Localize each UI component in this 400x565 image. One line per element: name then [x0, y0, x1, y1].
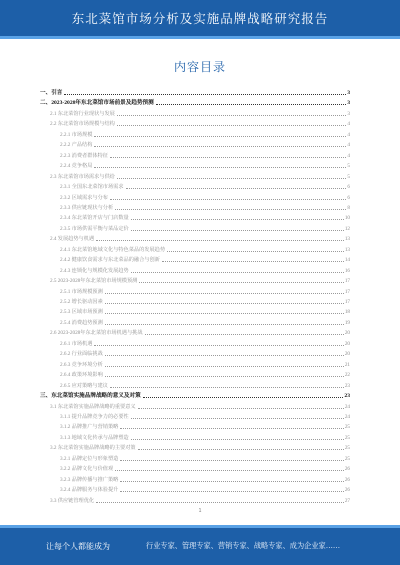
toc-entry-label: 2.6.5 应对策略与建议 [60, 382, 108, 389]
toc-dot-leader [105, 366, 344, 367]
toc-entry-label: 2.5.1 市场规模预测 [60, 288, 103, 295]
toc-dot-leader [145, 334, 344, 335]
toc-subsection-entry[interactable] [60, 473, 350, 483]
toc-entry-page: 24 [344, 413, 350, 420]
toc-entry-page: 25 [344, 455, 350, 462]
toc-entry-label: 3.2.1 品牌定位与形象塑造 [60, 455, 119, 462]
toc-entry-label: 3.3 供应链管理优化 [50, 497, 95, 504]
toc-entry-label: 2.4 发展趋势与机遇 [50, 236, 95, 243]
toc-subsection-entry[interactable] [60, 285, 350, 295]
toc-subsection-entry[interactable] [60, 211, 350, 221]
toc-entry-page: 6 [347, 194, 350, 201]
footer-roles: 行业专家、管理专家、营销专家、战略专家、成为企业家…… [146, 541, 341, 550]
toc-subsection-entry[interactable] [60, 295, 350, 305]
toc-entry-label: 二、2023-2028年东北菜馆市场前景及趋势预测 [40, 100, 154, 107]
toc-entry-page: 4 [347, 152, 350, 159]
toc-subsection-entry[interactable] [60, 368, 350, 378]
toc-dot-leader [120, 460, 343, 461]
toc-entry-page: 3 [347, 90, 350, 96]
toc-subsection-entry[interactable] [60, 337, 350, 347]
toc-entry-label: 三、东北菜馆实施品牌战略的意义及对策 [40, 393, 141, 400]
toc-entry-label: 2.3.4 东北菜馆开店与门店数量 [60, 215, 129, 222]
toc-entry-label: 2.6.3 竞争环境分析 [60, 361, 103, 368]
toc-section-entry[interactable] [50, 170, 350, 180]
toc-entry-label: 3.2.3 品牌传播与推广策略 [60, 476, 119, 483]
toc-entry-label: 2.4.2 健康饮食需求与东北菜品的融合与创新 [60, 257, 160, 264]
toc-entry-page: 25 [344, 434, 350, 441]
toc-entry-page: 27 [344, 497, 350, 504]
toc-entry-label: 2.5.4 消费趋势预测 [60, 319, 103, 326]
toc-section-entry[interactable] [50, 232, 350, 242]
toc-subsection-entry[interactable] [60, 410, 350, 420]
toc-section-entry[interactable] [50, 400, 350, 410]
toc-dot-leader [156, 104, 346, 105]
toc-entry-page: 3 [347, 100, 350, 107]
toc-subsection-entry[interactable] [60, 253, 350, 263]
toc-entry-page: 4 [347, 142, 350, 149]
toc-dot-leader [162, 261, 344, 262]
toc-entry-page: 17 [344, 288, 350, 295]
toc-section-entry[interactable] [50, 494, 350, 504]
toc-subsection-entry[interactable] [60, 431, 350, 441]
toc-dot-leader [94, 345, 343, 346]
toc-dot-leader [105, 293, 344, 294]
toc-dot-leader [105, 313, 344, 314]
toc-dot-leader [117, 115, 347, 116]
toc-entry-label: 2.6.1 市场机遇 [60, 340, 93, 347]
toc-dot-leader [143, 397, 344, 398]
toc-subsection-entry[interactable] [60, 149, 350, 159]
toc-entry-label: 2.3.3 供应链现状与分析 [60, 204, 114, 211]
toc-dot-leader [131, 219, 344, 220]
toc-entry-page: 12 [344, 225, 350, 232]
toc-entry-label: 一、引言 [40, 90, 63, 96]
report-title: 东北菜馆市场分析及实施品牌战略研究报告 [71, 11, 329, 26]
toc-entry-page: 17 [344, 278, 350, 285]
toc-entry-label: 2.1 东北菜馆行业现状与发展 [50, 110, 115, 117]
toc-entry-label: 3.1.1 提升品牌竞争力的必要性 [60, 413, 129, 420]
toc-entry-label: 3.2.2 品牌文化与价值观 [60, 466, 114, 473]
toc-subsection-entry[interactable] [60, 191, 350, 201]
toc-dot-leader [131, 418, 344, 419]
toc-entry-page: 5 [347, 163, 350, 170]
toc-subsection-entry[interactable] [60, 305, 350, 315]
toc-entry-page: 17 [344, 299, 350, 305]
toc-section-entry[interactable] [50, 274, 350, 284]
toc-subsection-entry[interactable] [60, 201, 350, 211]
toc-dot-leader [131, 230, 344, 231]
toc-entry-label: 2.6.2 行业面临挑战 [60, 351, 103, 358]
toc-dot-leader [115, 470, 344, 471]
toc-dot-leader [64, 94, 346, 95]
toc-dot-leader [105, 355, 344, 356]
toc-entry-label: 3.2.4 品牌服务与体验提升 [60, 487, 119, 494]
toc-subsection-entry[interactable] [60, 159, 350, 169]
toc-entry-label: 3.1.2 品牌推广与营销策略 [60, 424, 119, 431]
toc-subsection-entry[interactable] [60, 483, 350, 493]
toc-entry-page: 22 [344, 372, 350, 379]
toc-entry-label: 2.3.5 市场供需平衡与菜品定价 [60, 225, 129, 232]
toc-entry-label: 2.3.2 区域需求与分布 [60, 194, 108, 201]
toc-entry-page: 26 [344, 466, 350, 473]
toc-entry-label: 2.3 东北菜馆市场需求与供给 [50, 173, 115, 180]
toc-entry-page: 13 [344, 246, 350, 253]
toc-entry-label: 2.4.3 连锁化与规模化发展趋势 [60, 267, 129, 274]
toc-entry-page: 26 [344, 487, 350, 494]
toc-dot-leader [94, 146, 346, 147]
toc-subsection-entry[interactable] [60, 452, 350, 462]
toc-entry-label: 3.1.3 地域文化传承与品牌塑造 [60, 434, 129, 441]
toc-entry-page: 6 [347, 184, 350, 191]
toc-dot-leader [138, 408, 344, 409]
toc-dot-leader [139, 282, 343, 283]
toc-dot-leader [94, 136, 346, 137]
toc-subsection-entry[interactable] [60, 379, 350, 389]
toc-entry-page: 20 [344, 340, 350, 347]
footer-slogan: 让每个人都能成为 [46, 542, 110, 551]
toc-entry-label: 2.6.4 政策环境影响 [60, 372, 103, 379]
toc-subsection-entry[interactable] [60, 420, 350, 430]
toc-entry-page: 23 [344, 382, 350, 389]
toc-entry-label: 2.4.1 东北菜馆地域文化与特色菜品的发展趋势 [60, 246, 166, 253]
toc-subsection-entry[interactable] [60, 264, 350, 274]
toc-entry-page: 26 [344, 476, 350, 483]
toc-dot-leader [120, 491, 343, 492]
toc-dot-leader [96, 502, 344, 503]
toc-entry-page: 24 [344, 403, 350, 410]
toc-subsection-entry[interactable] [60, 316, 350, 326]
toc-entry-label: 2.6 2023-2028年东北菜馆市场机遇与挑战 [50, 330, 143, 337]
toc-section-entry[interactable] [50, 441, 350, 451]
toc-entry-label: 2.3.1 全国东北菜馆市场需求 [60, 184, 124, 191]
toc-entry-page: 21 [344, 361, 350, 368]
toc-entry-label: 2.2 东北菜馆市场规模与结构 [50, 121, 115, 128]
toc-dot-leader [110, 199, 346, 200]
toc-entry-page: 4 [347, 131, 350, 138]
toc-chapter-entry[interactable] [40, 96, 350, 106]
toc-entry-page: 5 [347, 173, 350, 180]
toc-entry-label: 2.5 2023-2028年东北菜馆市场规模预测 [50, 278, 138, 285]
toc-entry-label: 3.2 东北菜馆实施品牌战略的主要对策 [50, 445, 136, 452]
toc-chapter-entry[interactable] [40, 389, 350, 399]
toc-entry-page: 25 [344, 445, 350, 452]
toc-dot-leader [126, 188, 347, 189]
toc-entry-label: 3.1 东北菜馆实施品牌战略的重要意义 [50, 403, 136, 410]
toc-entry-page: 3 [347, 110, 350, 117]
toc-section-entry[interactable] [50, 107, 350, 117]
toc-entry-page: 4 [347, 121, 350, 128]
toc-entry-label: 2.2.1 市场规模 [60, 131, 93, 138]
toc-entry-page: 13 [344, 236, 350, 243]
toc-dot-leader [110, 157, 346, 158]
toc-entry-page: 19 [344, 319, 350, 326]
toc-subsection-entry[interactable] [60, 128, 350, 138]
toc-dot-leader [110, 387, 344, 388]
toc-entry-page: 8 [347, 204, 350, 211]
toc-subsection-entry[interactable] [60, 347, 350, 357]
toc-subsection-entry[interactable] [60, 138, 350, 148]
toc-dot-leader [131, 272, 344, 273]
toc-entry-label: 2.5.2 增长驱动因素 [60, 299, 103, 305]
toc-entry-label: 2.2.2 产品结构 [60, 142, 93, 149]
toc-entry-label: 2.2.3 消费者群体特征 [60, 152, 108, 159]
toc-section-entry[interactable] [50, 117, 350, 127]
toc-dot-leader [138, 449, 344, 450]
toc-entry-page: 14 [344, 257, 350, 264]
toc-section-entry[interactable] [50, 326, 350, 336]
toc-entry-page: 20 [344, 351, 350, 358]
toc-subsection-entry[interactable] [60, 358, 350, 368]
toc-subsection-entry[interactable] [60, 462, 350, 472]
toc-subsection-entry[interactable] [60, 243, 350, 253]
toc-entry-page: 20 [344, 330, 350, 337]
toc-dot-leader [120, 481, 343, 482]
toc-entry-label: 2.5.3 区域市场预测 [60, 309, 103, 316]
toc-entry-page: 18 [344, 309, 350, 316]
toc-dot-leader [117, 125, 347, 126]
toc-dot-leader [105, 324, 344, 325]
toc-subsection-entry[interactable] [60, 180, 350, 190]
toc-dot-leader [120, 428, 343, 429]
toc-entry-page: 10 [344, 215, 350, 222]
toc-dot-leader [167, 251, 344, 252]
toc-dot-leader [131, 439, 344, 440]
toc-dot-leader [94, 167, 346, 168]
toc-subsection-entry[interactable] [60, 222, 350, 232]
toc-entry-page: 25 [344, 424, 350, 431]
toc-chapter-entry[interactable] [40, 86, 350, 96]
toc-title: 内容目录 [173, 60, 226, 74]
toc-entry-page: 23 [344, 393, 350, 400]
toc-dot-leader [105, 303, 344, 304]
toc-dot-leader [105, 376, 344, 377]
toc-dot-leader [117, 178, 347, 179]
toc-entry-label: 2.2.4 竞争格局 [60, 163, 93, 170]
toc-entry-page: 16 [344, 267, 350, 274]
toc-dot-leader [96, 240, 344, 241]
toc-dot-leader [115, 209, 346, 210]
page-number: 1 [198, 508, 202, 514]
